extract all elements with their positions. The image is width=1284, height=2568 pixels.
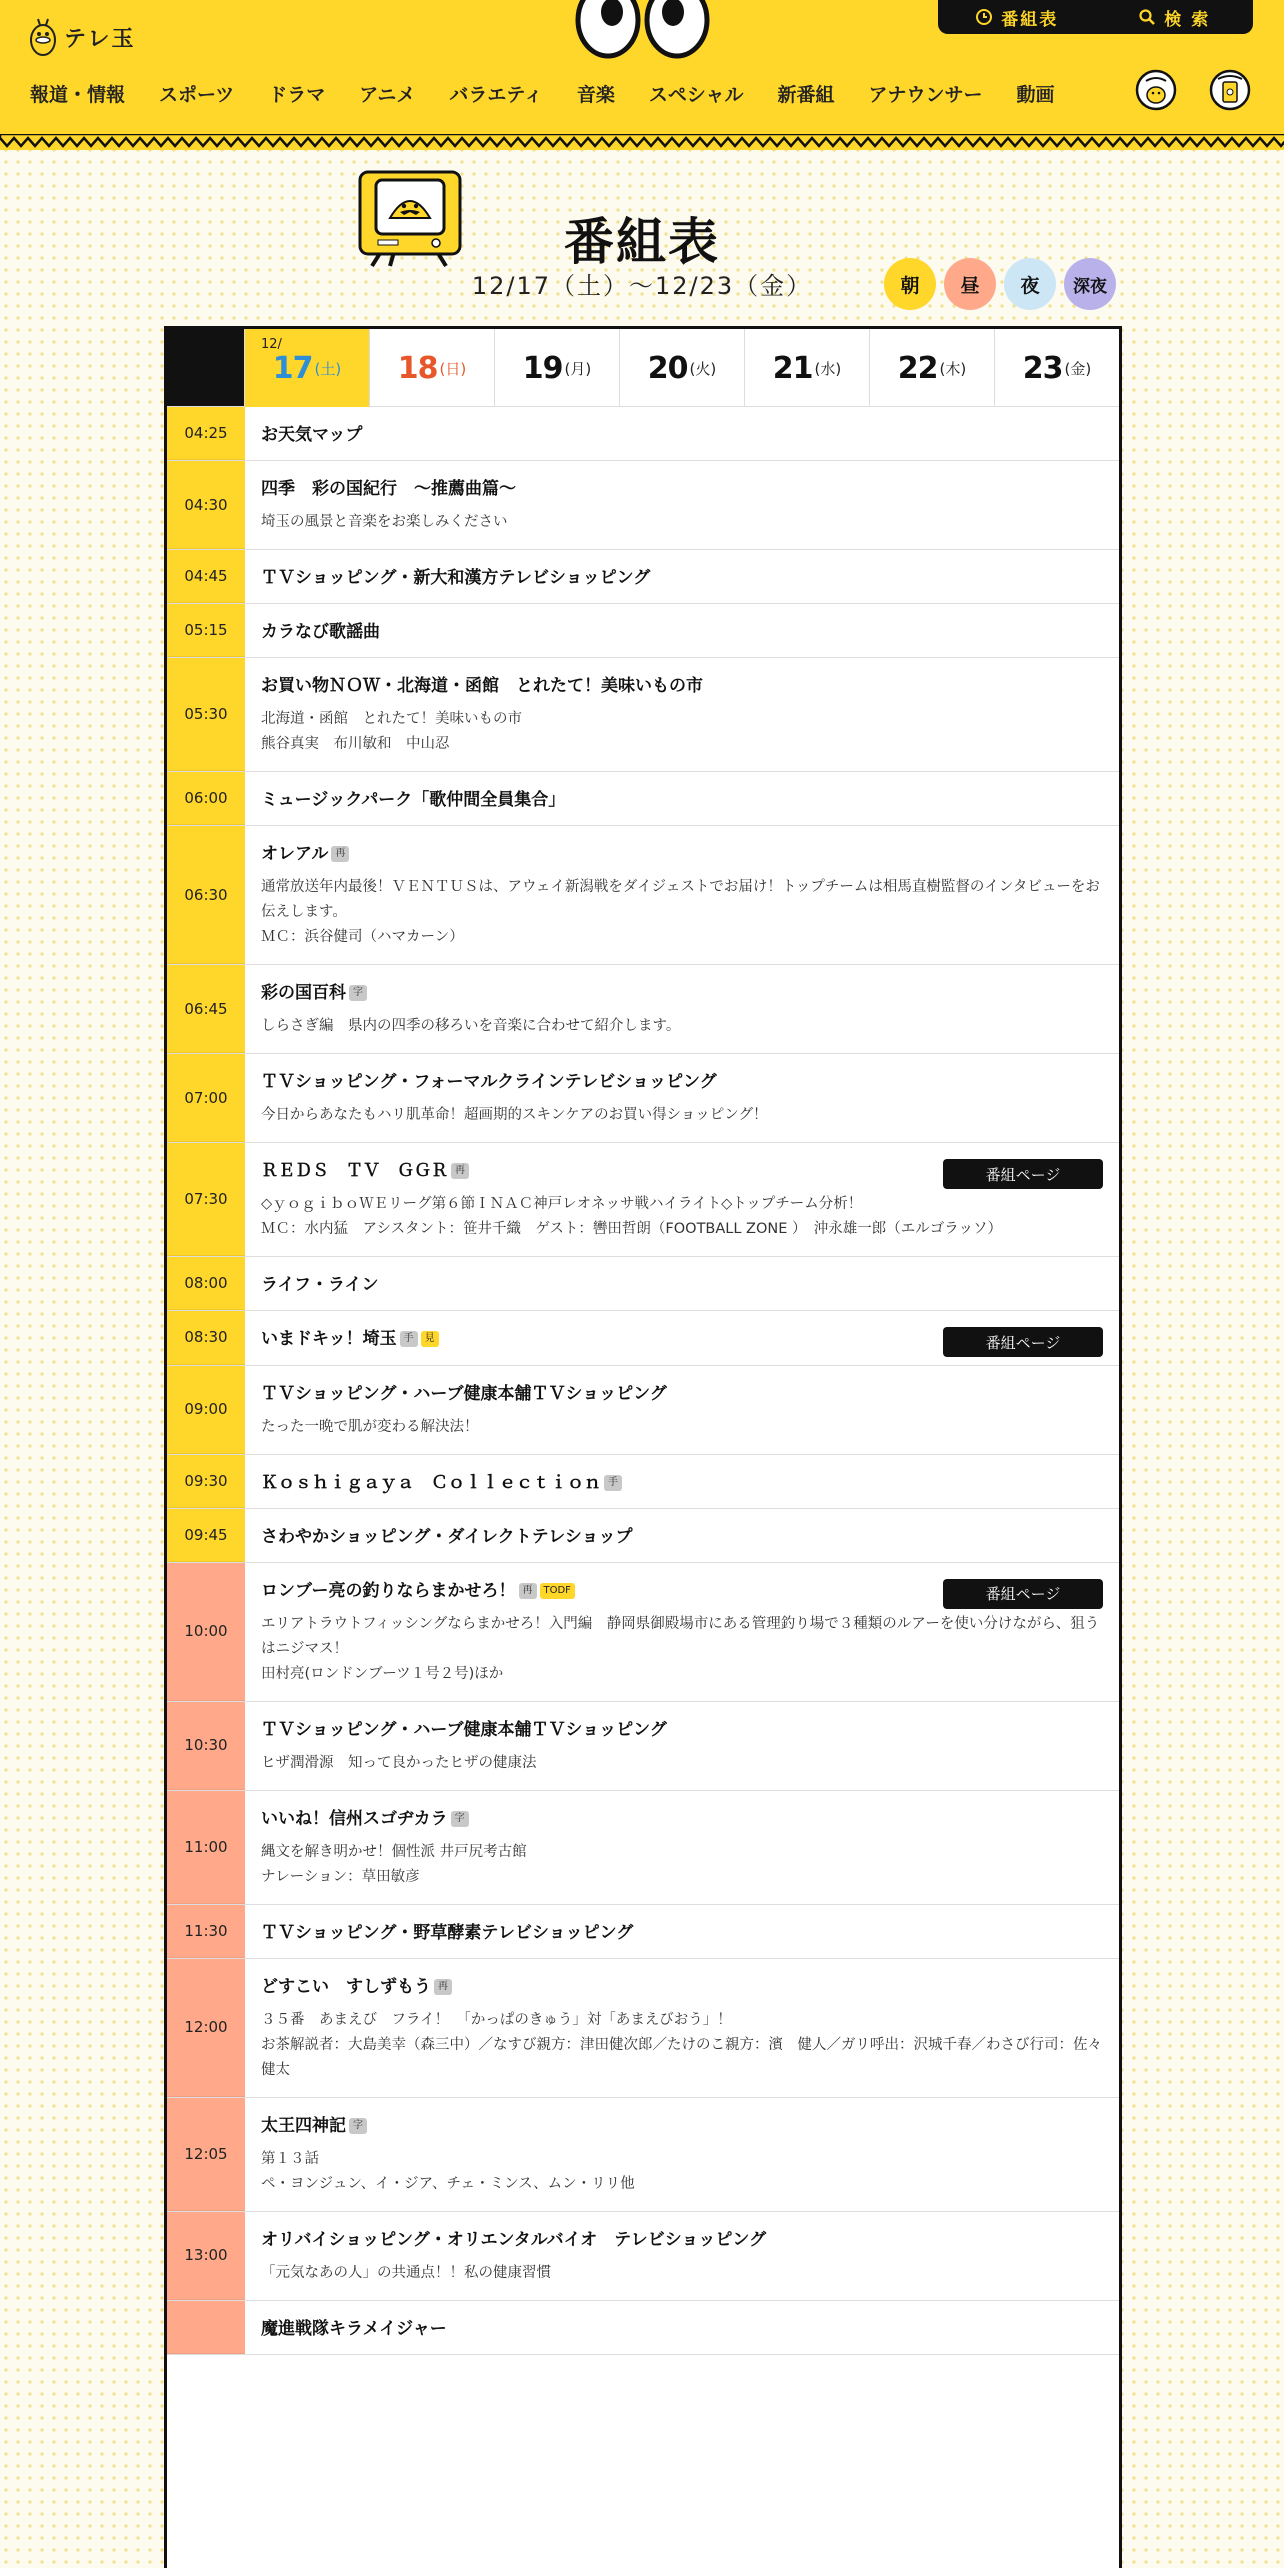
logo-text: テレ玉 [64,26,136,52]
program-title[interactable]: Ｋｏｓｈｉｇａｙａ Ｃｏｌｌｅｃｔｉｏｎ [261,1472,601,1493]
program-page-button[interactable]: 番組ページ [943,1327,1103,1357]
program-badge: 再 [451,1163,469,1179]
program-title-line [261,2115,1103,2137]
filter-morning[interactable]: 朝 [884,258,936,310]
program-description-line: ナレーション：草田敏彦 [261,1868,420,1885]
program-row [167,1905,1119,1959]
program-row [167,407,1119,461]
program-badge: 手 [604,1475,622,1491]
program-description [261,875,1103,950]
program-title[interactable]: ＴＶショッピング・フォーマルクラインテレビショッピング [261,1072,717,1093]
day-tab-3[interactable] [619,329,744,407]
day-tab-1[interactable] [369,329,494,407]
program-time: 07:30 [167,1143,245,1256]
day-tab-0[interactable] [244,329,369,407]
program-info [245,407,1119,460]
day-tab-date: 21 [772,350,813,386]
program-title[interactable]: ＲＥＤＳ ＴＶ ＧＧＲ [261,1161,448,1182]
nav-item-sports[interactable]: スポーツ [159,84,235,106]
program-time: 04:45 [167,550,245,603]
program-description-line: 今日からあなたもハリ肌革命！超画期的スキンケアのお買い得ショッピング！ [261,1107,768,1124]
program-row [167,658,1119,772]
day-tab-date: 19 [522,350,563,386]
nav-item-new-programs[interactable]: 新番組 [777,84,835,106]
program-badge: 字 [451,1811,469,1827]
day-tab-date: 22 [897,350,938,386]
day-tab-date: 18 [397,350,438,386]
program-row [167,826,1119,965]
program-description-line: 第１３話 [261,2150,319,2167]
telemaru-baito-icon[interactable] [1208,68,1252,112]
program-description-line: お茶解説者：大島美幸（森三中）／なすび親方：津田健次郎／たけのこ親方：濱 健人／ガリ呼出：沢城千春／わさび行司：佐々健太 [261,2036,1102,2078]
program-title[interactable]: どすこい すしずもう [261,1976,431,1997]
time-of-day-filters [884,258,1124,310]
program-info [245,550,1119,603]
nav-item-special[interactable]: スペシャル [648,84,744,106]
header-zigzag-edge [0,134,1284,148]
program-description-line: 北海道・函館 とれたて！美味いもの市 [261,711,522,728]
day-tab-weekday: (水) [814,359,842,378]
filter-night[interactable]: 夜 [1004,258,1056,310]
program-title-line [261,1976,1103,1998]
program-time: 06:30 [167,826,245,964]
program-description [261,1192,1103,1242]
program-time: 07:00 [167,1054,245,1142]
program-description-line: 田村亮(ロンドンブーツ１号２号)ほか [261,1665,504,1682]
program-description [261,2008,1103,2083]
program-title-line [261,1526,1103,1548]
program-description-line: ペ・ヨンジュン、イ・ジア、チェ・ミンス、ムン・リリ他 [261,2175,635,2192]
schedule-link-label: 番組表 [1001,9,1059,30]
program-description [261,2261,1103,2286]
program-info [245,2212,1119,2300]
program-description [261,510,1103,535]
program-info [245,1257,1119,1310]
nav-item-videos[interactable]: 動画 [1016,84,1055,106]
program-title[interactable]: お買い物ＮＯＷ・北海道・函館 とれたて！美味いもの市 [261,676,703,697]
program-title[interactable]: 魔進戦隊キラメイジャー [261,2318,447,2339]
program-description-line: 埼玉の風景と音楽をお楽しみください [261,514,508,531]
program-description-line: たった一晩で肌が変わる解決法！ [261,1418,479,1435]
day-tab-weekday: (木) [939,359,967,378]
day-tab-weekday: (火) [689,359,717,378]
program-time: 05:30 [167,658,245,771]
day-tab-month: 12/ [261,337,282,352]
day-tab-5[interactable] [869,329,994,407]
program-description [261,1751,1103,1776]
program-row [167,1791,1119,1905]
day-tab-2[interactable] [494,329,619,407]
program-schedule-table [164,326,1122,2568]
program-title[interactable]: いまドキッ！埼玉 [261,1329,397,1350]
program-row [167,461,1119,550]
filter-late-night[interactable]: 深夜 [1064,258,1116,310]
program-info [245,965,1119,1053]
program-info [245,1311,1119,1364]
mascot-eyes-icon [570,0,715,62]
program-info [245,1054,1119,1142]
program-page-button[interactable]: 番組ページ [943,1159,1103,1189]
program-description [261,2147,1103,2197]
program-time: 12:00 [167,1959,245,2097]
telemaru-circle-icon[interactable] [1134,68,1178,112]
program-time: 13:00 [167,2212,245,2300]
program-description [261,1103,1103,1128]
day-selector-row [167,329,1119,407]
nav-item-variety[interactable]: バラエティ [449,84,543,106]
program-description [261,1612,1103,1687]
program-time [167,2301,245,2354]
program-info [245,1702,1119,1790]
program-row [167,604,1119,658]
program-badge: 手 [400,1331,418,1347]
program-info [245,2301,1119,2354]
program-title[interactable]: ミュージックパーク「歌仲間全員集合」 [261,790,566,811]
program-badge: 再 [331,846,349,862]
program-info [245,1366,1119,1454]
program-description-line: ◇ｙｏｇｉｂｏＷＥリーグ第６節ＩＮＡＣ神戸レオネッサ戦ハイライト◇トップチーム分析！ [261,1196,863,1213]
site-header [0,0,1284,150]
program-title[interactable]: オリバイショッピング・オリエンタルバイオ テレビショッピング [261,2229,767,2250]
program-row [167,965,1119,1054]
program-row [167,2098,1119,2212]
program-badge: TODF [540,1583,575,1599]
program-title[interactable]: 彩の国百科 [261,983,346,1004]
program-title-line [261,2229,1103,2251]
program-info [245,1143,1119,1256]
program-title-line [261,1071,1103,1093]
search-button-label: 検 索 [1164,9,1211,30]
program-time: 08:30 [167,1311,245,1364]
program-title-line [261,1472,1103,1494]
schedule-link[interactable] [938,5,1096,30]
program-info [245,2098,1119,2211]
program-row [167,2301,1119,2355]
program-row [167,1054,1119,1143]
program-title[interactable]: 太王四神記 [261,2115,346,2136]
program-title-line [261,982,1103,1004]
program-title-line [261,1808,1103,1830]
main-nav [30,80,1089,107]
program-badge: 字 [349,2118,367,2134]
program-row [167,1959,1119,2098]
date-range: 12/17（土）〜12/23（金） [471,272,813,300]
program-row [167,1366,1119,1455]
program-title-line [261,1922,1103,1944]
program-row [167,550,1119,604]
program-description-line: 「元気なあの人」の共通点！！私の健康習慣 [261,2264,551,2281]
program-badge: 見 [421,1331,439,1347]
program-title[interactable]: 四季 彩の国紀行 ～推薦曲篇～ [261,479,516,500]
program-description-line: ヒザ潤滑源 知って良かったヒザの健康法 [261,1754,537,1771]
day-tab-date: 23 [1022,350,1063,386]
program-time: 11:00 [167,1791,245,1904]
clock-icon [975,8,993,26]
program-description-line: 熊谷真実 布川敏和 中山忍 [261,736,450,753]
search-icon [1138,8,1156,26]
program-info [245,1791,1119,1904]
program-row [167,1143,1119,1257]
program-description-line: エリアトラウトフィッシングならまかせろ！入門編 静岡県御殿場市にある管理釣り場で３種類のルアーを使い分けながら、狙うはニジマス！ [261,1615,1100,1657]
nav-item-anime[interactable]: アニメ [359,84,416,106]
program-info [245,1563,1119,1701]
nav-item-announcers[interactable]: アナウンサー [868,84,983,106]
day-tab-weekday: (金) [1064,359,1092,378]
program-info [245,1509,1119,1562]
program-title[interactable]: お天気マップ [261,425,363,445]
day-tab-6[interactable] [994,329,1119,407]
program-info [245,604,1119,657]
program-title-line [261,478,1103,500]
day-tab-date: 20 [647,350,688,386]
program-info [245,1905,1119,1958]
program-description [261,1014,1103,1039]
site-logo[interactable] [28,16,136,58]
program-time: 10:00 [167,1563,245,1701]
program-time: 08:00 [167,1257,245,1310]
program-title-line [261,2318,1103,2340]
program-title[interactable]: ライフ・ライン [261,1275,379,1296]
program-title-line [261,675,1103,697]
program-row [167,772,1119,826]
program-title-line [261,1274,1103,1296]
table-corner [167,329,244,406]
program-row [167,2212,1119,2301]
program-title-line [261,789,1103,811]
program-title[interactable]: ＴＶショッピング・ハーブ健康本舗ＴＶショッピング [261,1383,667,1404]
program-page-button[interactable]: 番組ページ [943,1579,1103,1609]
program-info [245,1455,1119,1508]
program-info [245,658,1119,771]
program-description-line: 通常放送年内最後！ＶＥＮＴＵＳは、アウェイ新潟戦をダイジェストでお届け！トップチームは相馬直樹監督のインタビューをお伝えします。 [261,879,1100,921]
program-title-line [261,567,1103,589]
nav-item-drama[interactable]: ドラマ [268,84,326,106]
program-title[interactable]: ＴＶショッピング・ハーブ健康本舗ＴＶショッピング [261,1719,667,1740]
program-row [167,1455,1119,1509]
search-button[interactable] [1096,5,1254,30]
program-time: 06:45 [167,965,245,1053]
page-title: 番組表 [564,213,720,271]
program-title-line [261,1383,1103,1405]
program-description [261,1840,1103,1890]
day-tab-weekday: (日) [439,359,467,378]
program-description-line: ＭＣ：水内猛 アシスタント：笹井千織 ゲスト：轡田哲朗（FOOTBALL ZONE ） 沖永雄一郎（エルゴラッソ） [261,1221,1002,1238]
program-badge: 再 [434,1979,452,1995]
program-time: 09:30 [167,1455,245,1508]
program-time: 12:05 [167,2098,245,2211]
program-row [167,1702,1119,1791]
program-badge: 字 [349,985,367,1001]
filter-noon[interactable]: 昼 [944,258,996,310]
program-badge: 再 [519,1583,537,1599]
program-description-line: ３５番 あまえび フライ！ 「かっぱのきゅう」対「あまえびおう」！ [261,2011,732,2028]
program-title[interactable]: オレアル [261,844,329,865]
program-info [245,461,1119,549]
telemaru-mascot-icon [28,16,58,58]
day-tab-weekday: (月) [564,359,592,378]
program-description [261,1415,1103,1440]
program-time: 09:00 [167,1366,245,1454]
program-info [245,1959,1119,2097]
program-row [167,1311,1119,1365]
program-info [245,826,1119,964]
program-title-line [261,621,1103,643]
nav-item-music[interactable]: 音楽 [576,84,615,106]
program-time: 11:30 [167,1905,245,1958]
program-title[interactable]: さわやかショッピング・ダイレクトテレショップ [261,1526,633,1547]
tv-mascot-icon [354,168,464,268]
program-time: 05:15 [167,604,245,657]
program-info [245,772,1119,825]
program-list [167,407,1119,2355]
day-tab-4[interactable] [744,329,869,407]
program-title-line [261,1719,1103,1741]
program-row [167,1563,1119,1702]
program-row [167,1509,1119,1563]
day-tab-date: 17 [272,350,313,386]
program-time: 09:45 [167,1509,245,1562]
program-row [167,1257,1119,1311]
nav-item-news[interactable]: 報道・情報 [30,84,126,106]
program-description-line: しらさぎ編 県内の四季の移ろいを音楽に合わせて紹介します。 [261,1018,681,1035]
program-time: 04:30 [167,461,245,549]
day-tab-weekday: (土) [314,359,342,378]
program-title[interactable]: カラなび歌謡曲 [261,622,380,643]
program-title-line [261,424,1103,446]
program-title[interactable]: ＴＶショッピング・野草酵素テレビショッピング [261,1922,634,1943]
program-description-line: 縄文を解き明かせ！個性派 井戸尻考古館 [261,1843,527,1860]
program-description-line: ＭＣ：浜谷健司（ハマカーン） [261,929,464,946]
utility-bar [938,0,1253,34]
program-time: 10:30 [167,1702,245,1790]
program-time: 06:00 [167,772,245,825]
program-description [261,707,1103,757]
program-title[interactable]: ロンブー亮の釣りならまかせろ！ [261,1580,516,1601]
program-title-line [261,843,1103,865]
program-title[interactable]: ＴＶショッピング・新大和漢方テレビショッピング [261,568,651,589]
program-title[interactable]: いいね！信州スゴヂカラ [261,1808,448,1829]
program-time: 04:25 [167,407,245,460]
